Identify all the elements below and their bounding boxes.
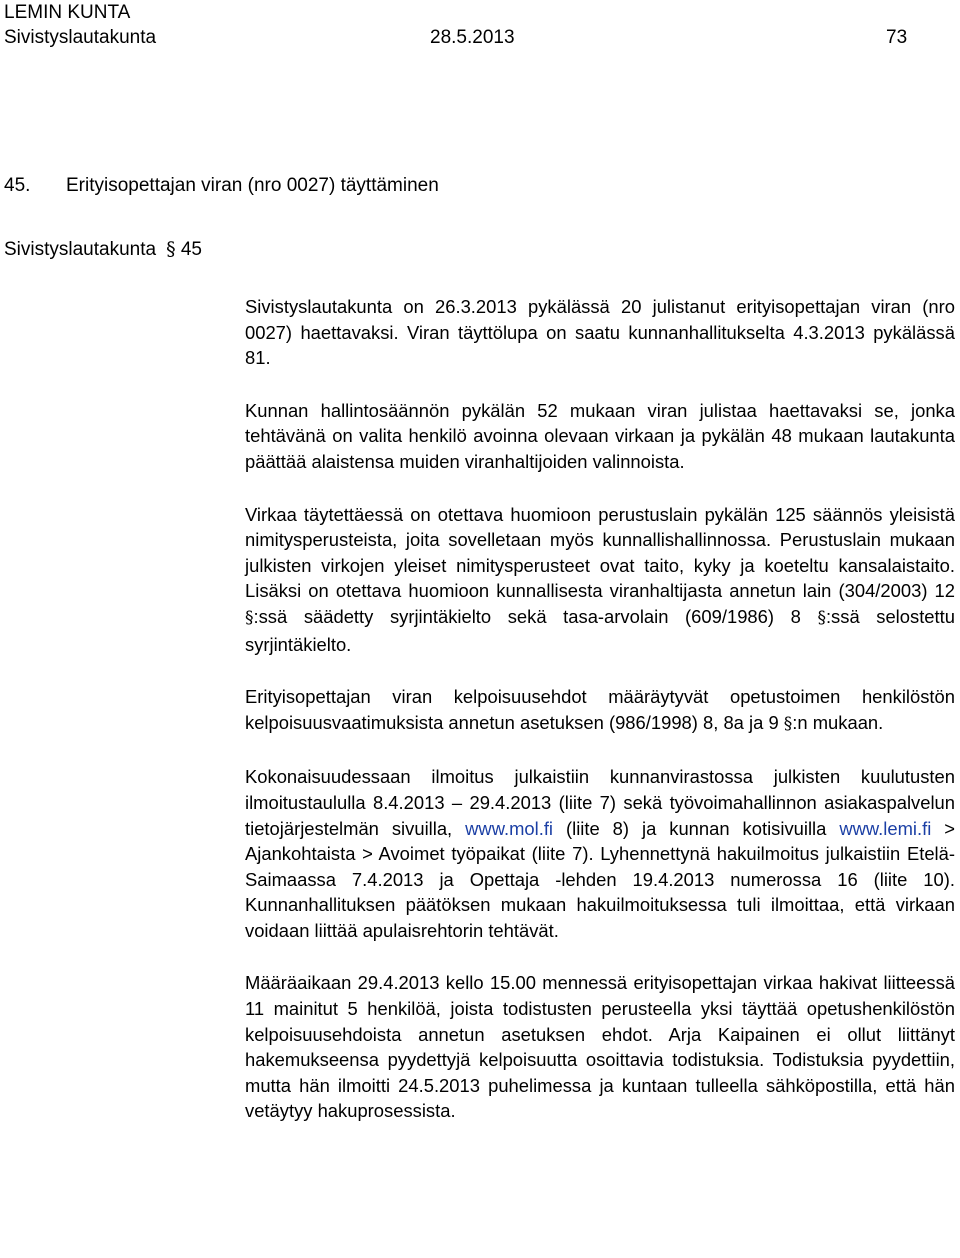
board-reference [4, 238, 202, 261]
board-name: Sivistyslautakunta [4, 27, 157, 48]
page-number: 73 [886, 27, 908, 48]
paragraph-sign: § [245, 607, 254, 628]
section-heading [4, 175, 439, 197]
mol-fi-link[interactable]: www.mol.fi [465, 817, 554, 839]
paragraph-4-part-a: Erityisopettajan viran kelpoisuusehdot määräytyvät opetustoimen henkilöstön kelpoisuusvaatimuksista annetun asetuksen (986/1998) 8, 8a ja 9 [245, 686, 955, 733]
paragraph-6: Määräaikaan 29.4.2013 kello 15.00 mennessä erityisopettajan virkaa hakivat liitteessä 11 mainitut 5 henkilöä, joista todistusten perusteella yksi täyttää opetushenkilöstön kelpoisuusehdoista annetun asetuksen ehdot. Arja Kaipainen ei ollut liittänyt hakemukseensa pyydettyjä kelpoisuutta osoittavia todistuksia. Todistuksia pyydettiin, mutta hän ilmoitti 24.5.2013 puhelimessa ja kuntaan tulleella sähköpostilla, että hän vetäytyy hakuprosessista. [245, 972, 955, 1122]
lemi-fi-link[interactable]: www.lemi.fi [839, 817, 932, 839]
reference-board: Sivistyslautakunta [4, 239, 157, 260]
paragraph-sign: § [817, 607, 826, 628]
paragraph-5-part-a: Kokonaisuudessaan ilmoitus julkaistiin kunnanvirastossa julkisten kuulutusten ilmoitustaululla 8.4.2013 – 29.4.2013 (liite 7) sekä työvoimahallinnon asiakaspalvelun tietojärjestelmän sivuilla, [245, 766, 955, 839]
paragraph-3-part-b: :ssä säädetty syrjintäkielto sekä tasa-arvolain (609/1986) 8 [253, 605, 818, 627]
paragraph-4 [245, 684, 955, 737]
section-number: 45. [4, 175, 31, 196]
document-body [245, 294, 955, 1151]
section-title: Erityisopettajan viran (nro 0027) täyttäminen [66, 175, 439, 196]
paragraph-5 [245, 764, 955, 943]
paragraph-sign: § [166, 238, 176, 260]
reference-number: 45 [180, 239, 202, 260]
organization-name: LEMIN KUNTA [4, 2, 131, 23]
meeting-date: 28.5.2013 [430, 27, 515, 48]
paragraph-3 [245, 502, 955, 658]
paragraph-1: Sivistyslautakunta on 26.3.2013 pykälässä 20 julistanut erityisopettajan viran (nro 0027) haettavaksi. Viran täyttölupa on saatu kunnanhallitukselta 4.3.2013 pykälässä 81. [245, 296, 955, 369]
paragraph-3-part-a: Virkaa täytettäessä on otettava huomioon perustuslain pykälän 125 säännös yleisistä nimitysperusteista, joita sovelletaan myös kunnallishallinnossa. Perustuslain mukaan julkisten virkojen yleiset nimitysperusteet ovat taito, kyky ja koeteltu kansalaistaito. Lisäksi on otettava huomioon kunnallisesta viranhaltijasta annetun lain (304/2003) 12 [245, 503, 955, 602]
paragraph-5-part-b: (liite 8) ja kunnan kotisivuilla [553, 817, 840, 839]
paragraph-4-part-b: :n mukaan. [792, 711, 884, 733]
page-header [4, 0, 907, 50]
paragraph-2: Kunnan hallintosäännön pykälän 52 mukaan viran julistaa haettavaksi se, jonka tehtävänä on valita henkilö avoinna olevaan virkaan ja pykälän 48 mukaan lautakunta päättää alaistensa muiden viranhaltijoiden valinnoista. [245, 399, 955, 472]
header-row [4, 25, 907, 50]
paragraph-sign: § [783, 713, 793, 734]
paragraph-5-part-c: > Ajankohtaista > Avoimet työpaikat (liite 7). Lyhennettynä hakuilmoitus julkaistiin Etelä-Saimaassa 7.4.2013 ja Opettaja -lehden 19.4.2013 numerossa 16 (liite 10). Kunnanhallituksen päätöksen mukaan hakuilmoituksessa tuli ilmoittaa, että virkaan voidaan liittää apulaisrehtorin tehtävät. [245, 817, 955, 941]
paragraph-3-part-c: :ssä selostettu syrjintäkielto. [245, 605, 955, 655]
